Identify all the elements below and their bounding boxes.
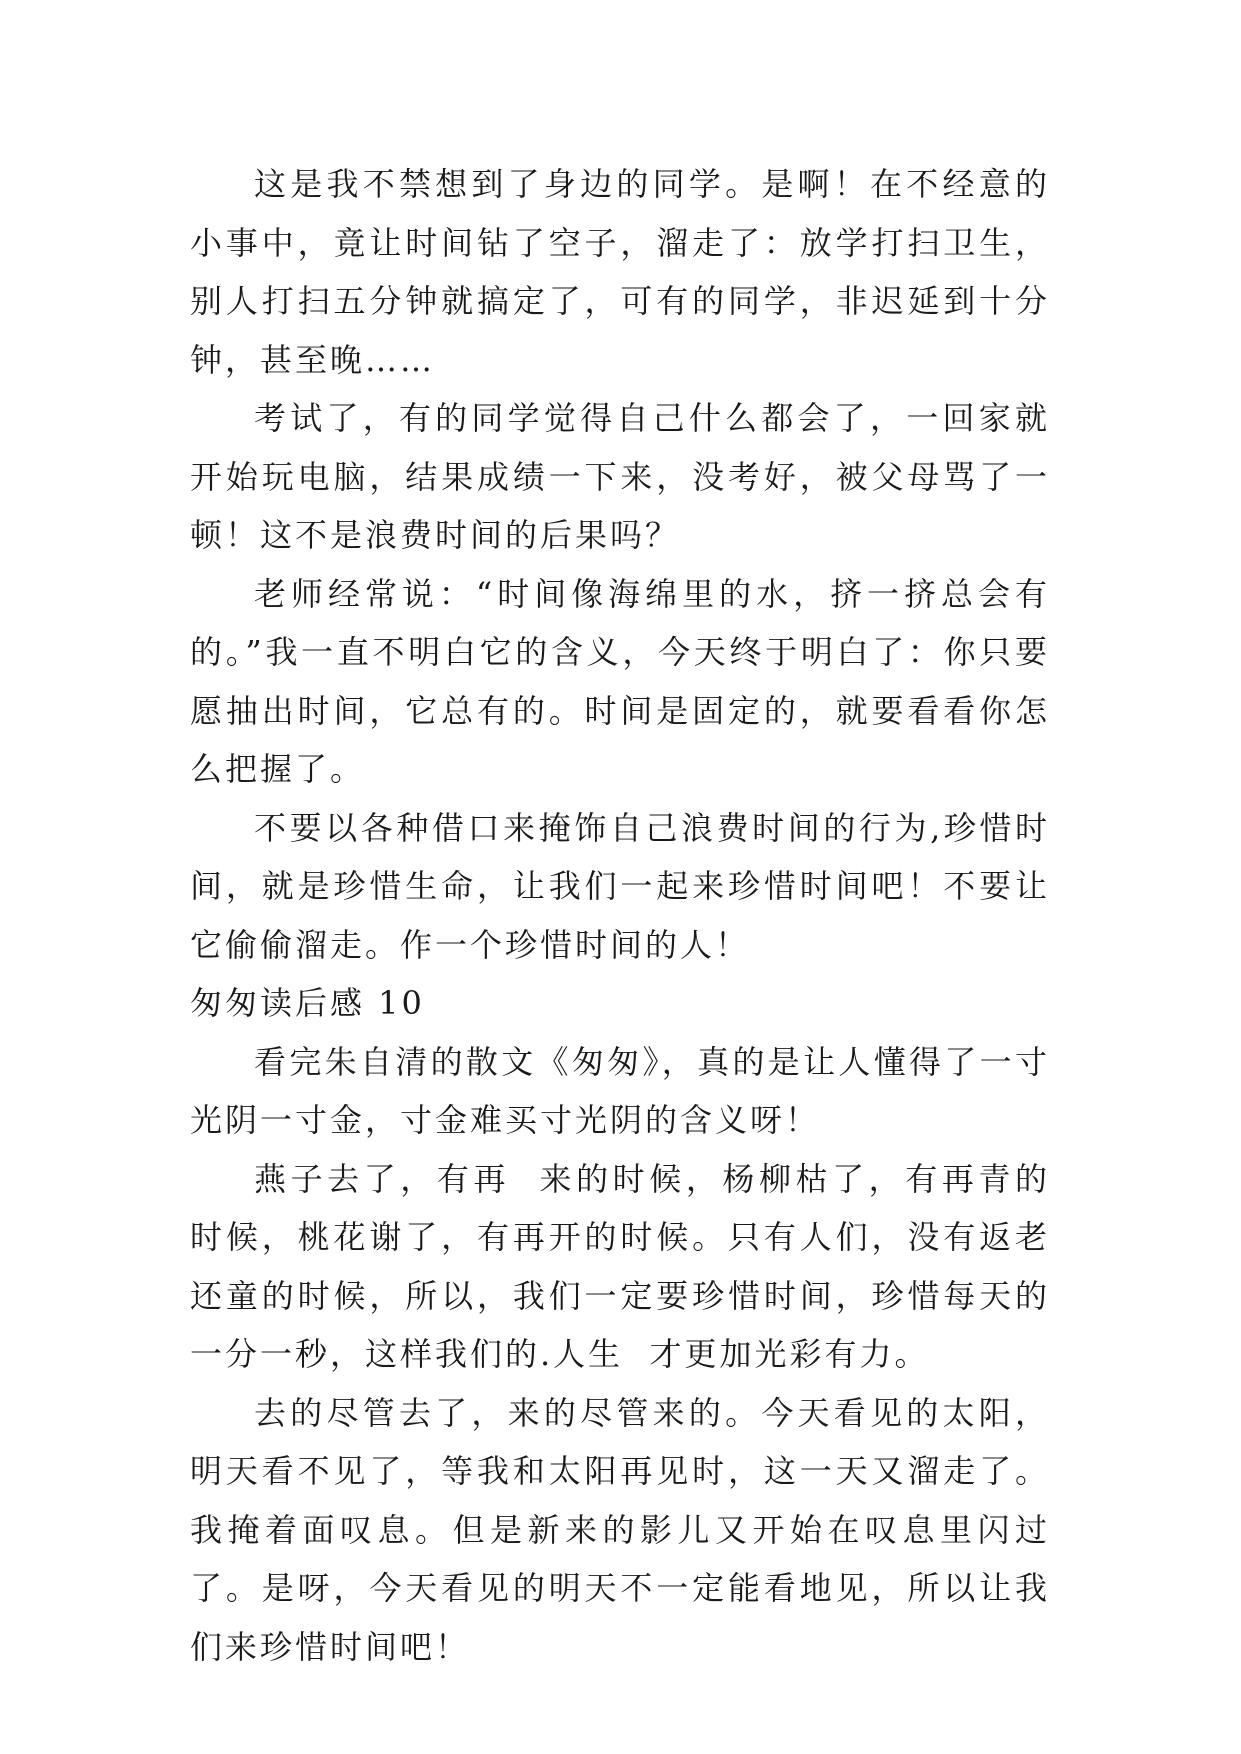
paragraph: 老师经常说：“时间像海绵里的水，挤一挤总会有的。”我一直不明白它的含义，今天终于明白了：你只要愿抽出时间，它总有的。时间是固定的，就要看看你怎么把握了。 <box>190 574 1050 788</box>
paragraph: 去的尽管去了，来的尽管来的。今天看见的太阳，明天看不见了，等我和太阳再见时，这一天又溜走了。我掩着面叹息。但是新来的影儿又开始在叹息里闪过了。是呀，今天看见的明天不一定能看地见，所以让我们来珍惜时间吧！ <box>190 1393 1050 1666</box>
paragraph: 燕子去了，有再 来的时候，杨柳枯了，有再青的时候，桃花谢了，有再开的时候。只有人们，没有返老还童的时候，所以，我们一定要珍惜时间，珍惜每天的一分一秒，这样我们的.人生 才更加光彩有力。 <box>190 1159 1050 1373</box>
paragraph: 这是我不禁想到了身边的同学。是啊！在不经意的小事中，竟让时间钻了空子，溜走了：放学打扫卫生，别人打扫五分钟就搞定了，可有的同学，非迟延到十分钟，甚至晚…… <box>190 165 1050 379</box>
document-body <box>190 155 1050 1676</box>
paragraph: 看完朱自清的散文《匆匆》，真的是让人懂得了一寸光阴一寸金，寸金难买寸光阴的含义呀！ <box>190 1042 1050 1139</box>
paragraph: 考试了，有的同学觉得自己什么都会了，一回家就开始玩电脑，结果成绩一下来，没考好，被父母骂了一顿！这不是浪费时间的后果吗？ <box>190 399 1050 554</box>
paragraph: 不要以各种借口来掩饰自己浪费时间的行为,珍惜时间，就是珍惜生命，让我们一起来珍惜时间吧！不要让它偷偷溜走。作一个珍惜时间的人！ <box>190 808 1050 964</box>
section-heading: 匆匆读后感 10 <box>190 984 425 1022</box>
